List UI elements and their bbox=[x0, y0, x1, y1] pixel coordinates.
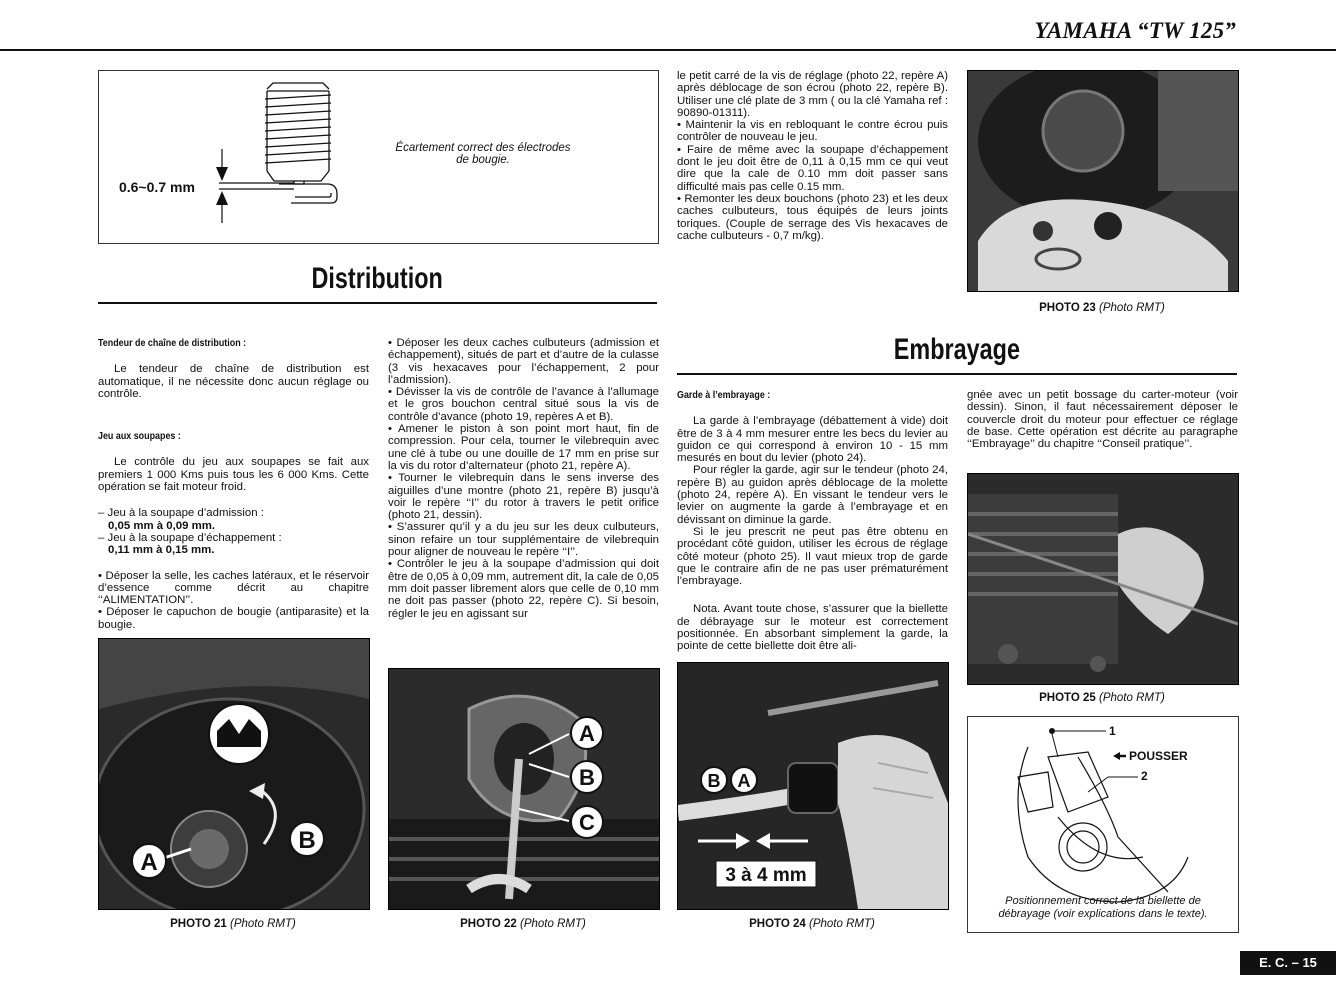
photo-21-label-a: A bbox=[140, 849, 158, 876]
clutch-label-2: 2 bbox=[1141, 769, 1148, 783]
photo-25-credit: (Photo RMT) bbox=[1099, 692, 1165, 704]
text-c2-4: • Tourner le vilebrequin dans le sens inverse des aiguilles d’une montre (photo 21, repère B) jusqu’à voir le repère ‘‘I’’ du rotor à travers le petit orifice (photo 21, dessin). bbox=[388, 472, 659, 522]
photo-21-number: PHOTO 21 bbox=[170, 918, 227, 930]
photo-22-label-c: C bbox=[579, 810, 595, 835]
text-bullet-2: • Déposer le capuchon de bougie (antiparasite) et la bougie. bbox=[98, 606, 369, 631]
clutch-caption-1: Positionnement correct de la biellette de bbox=[1005, 895, 1201, 907]
column-2 bbox=[388, 337, 659, 620]
text-c2-1: • Déposer les deux caches culbuteurs (admission et échappement), situés de part et d’autre de la culasse (3 vis hexacaves pour l’échappement, 2 pour l’admission). bbox=[388, 337, 659, 386]
text-c3-4: • Remonter les deux bouchons (photo 23) et les deux caches culbuteurs, tous équipés de leurs joints toriques. (Couple de serrage des Vis hexacaves de cache culbuteurs - 0,7 m/kg). bbox=[677, 192, 948, 242]
column-3-top bbox=[677, 70, 948, 242]
section-title-embrayage: Embrayage bbox=[893, 333, 1021, 366]
photo-21-caption bbox=[98, 918, 368, 930]
photo-21-label-b: B bbox=[298, 827, 316, 854]
section-title-distribution: Distribution bbox=[311, 262, 444, 295]
photo-22-label-a: A bbox=[579, 721, 595, 746]
photo-22-credit: (Photo RMT) bbox=[520, 918, 586, 930]
text-ech-label: – Jeu à la soupape d’échappement : bbox=[98, 531, 282, 544]
photo-22 bbox=[388, 668, 660, 910]
distribution-rule bbox=[98, 302, 657, 304]
text-jeu-1: Le contrôle du jeu aux soupapes se fait aux premiers 1 000 Kms puis tous les 6 000 Kms. Cette opération se fait moteur froid. bbox=[98, 456, 369, 494]
text-c3-2: • Maintenir la vis en rebloquant le contre écrou puis contrôler de nouveau le jeu. bbox=[677, 119, 948, 144]
spark-plug-drawing bbox=[99, 71, 658, 243]
text-adm-value: 0,05 mm à 0,09 mm. bbox=[108, 519, 216, 532]
column-3-bottom bbox=[677, 389, 948, 653]
clutch-push-label: POUSSER bbox=[1129, 749, 1188, 763]
text-adm-label: – Jeu à la soupape d’admission : bbox=[98, 507, 264, 520]
photo-25-number: PHOTO 25 bbox=[1039, 692, 1096, 704]
text-garde-1: La garde à l’embrayage (débattement à vide) doit être de 3 à 4 mm mesurer entre les becs du levier au guidon ce qui correspond à environ 10 - 15 mm mesurés en bout du levier (photo 24). bbox=[677, 415, 948, 465]
photo-22-caption bbox=[388, 918, 658, 930]
subtitle-garde: Garde à l’embrayage : bbox=[677, 389, 771, 401]
subtitle-tendeur: Tendeur de chaîne de distribution : bbox=[98, 337, 247, 349]
text-c2-6: • Contrôler le jeu à la soupape d’admission qui doit être de 0,05 à 0,09 mm, autrement dit, la cale de 0,05 mm doit passer librement alors que celle de 0,10 mm ne doit pas passer (photo 22, repère C). Si besoin, régler le jeu en agissant sur bbox=[388, 558, 660, 620]
photo-24-number: PHOTO 24 bbox=[749, 918, 806, 930]
photo-25-caption bbox=[967, 692, 1237, 704]
photo-23-number: PHOTO 23 bbox=[1039, 302, 1096, 314]
column-1 bbox=[98, 337, 369, 631]
photo-24 bbox=[677, 662, 949, 910]
photo-23-image bbox=[968, 71, 1238, 291]
subtitle-jeu: Jeu aux soupapes : bbox=[98, 430, 181, 443]
photo-24-image bbox=[678, 663, 948, 909]
clutch-label-1: 1 bbox=[1109, 724, 1116, 738]
spark-caption-1: Écartement correct des électrodes bbox=[395, 142, 571, 154]
photo-23-caption bbox=[967, 302, 1237, 314]
photo-24-credit: (Photo RMT) bbox=[809, 918, 875, 930]
photo-21-credit: (Photo RMT) bbox=[230, 918, 296, 930]
photo-23-credit: (Photo RMT) bbox=[1099, 302, 1165, 314]
text-nota: Nota. Avant toute chose, s’assurer que la biellette de débrayage sur le moteur est correctement positionnée. En absorbant simplement la garde, la pointe de cette biellette doit être ali- bbox=[677, 603, 948, 653]
embrayage-rule bbox=[677, 373, 1237, 375]
text-c4: gnée avec un petit bossage du carter-moteur (voir dessin). Sinon, il faut nécessairement déposer le couvercle droit du moteur pour effectuer ce réglage de base. Cette opération est décrite au paragraphe ‘‘Embrayage’’ du chapitre ‘‘Conseil pratique’’. bbox=[967, 389, 1238, 451]
text-c3-3: • Faire de même avec la soupape d’échappement dont le jeu doit être de 0,11 à 0,15 mm ce qui veut dire que la cale de 0.10 mm doit passer sans difficulté mais pas celle 0.15 mm. bbox=[677, 143, 948, 193]
text-ech-value: 0,11 mm à 0,15 mm. bbox=[108, 544, 215, 557]
text-garde-2: Pour régler la garde, agir sur le tendeur (photo 24, repère B) au guidon après déblocage de la molette (photo 24, repère A). En vissant le tendeur vers le levier on augmente la garde à l’embrayage et en dévissant on diminue la garde. bbox=[677, 464, 948, 526]
text-garde-3: Si le jeu prescrit ne peut pas être obtenu en procédant côté guidon, utiliser les écrous de réglage côté moteur (photo 25). Il vaut mieux trop de garde que le contraire afin de ne pas user prématurément l’embrayage. bbox=[677, 525, 948, 588]
photo-24-caption bbox=[677, 918, 947, 930]
page-number: E. C. – 15 bbox=[1240, 951, 1336, 975]
gap-measure: 0.6~0.7 mm bbox=[119, 179, 195, 195]
column-4 bbox=[967, 389, 1238, 450]
clutch-caption-2: débrayage (voir explications dans le texte). bbox=[998, 908, 1208, 920]
spark-plug-figure bbox=[98, 70, 659, 244]
clutch-figure bbox=[967, 716, 1239, 933]
photo-24-measure: 3 à 4 mm bbox=[725, 865, 807, 886]
text-c2-3: • Amener le piston à son point mort haut, fin de compression. Pour cela, tourner le vilebrequin avec une clé à tube ou une douille de 17 mm en prise sur la vis du rotor d’alternateur (photo 21, repère A). bbox=[388, 423, 659, 472]
photo-22-image bbox=[389, 669, 659, 909]
photo-21 bbox=[98, 638, 370, 910]
text-tendeur: Le tendeur de chaîne de distribution est automatique, il ne nécessite donc aucun réglage ou contrôle. bbox=[98, 363, 369, 400]
header-brand: YAMAHA “TW 125” bbox=[1034, 18, 1236, 43]
text-c2-5: • S’assurer qu’il y a du jeu sur les deux culbuteurs, sinon refaire un tour supplémentaire de vilebrequin pour aligner de nouveau le repère ‘‘I’’. bbox=[388, 521, 659, 559]
text-c3-1: le petit carré de la vis de réglage (photo 22, repère A) après déblocage de son écrou (photo 22, repère B). Utiliser une clé plate de 3 mm ( ou la clé Yamaha ref : 90890-01311). bbox=[677, 70, 948, 119]
photo-25 bbox=[967, 473, 1239, 685]
photo-22-label-b: B bbox=[579, 765, 595, 790]
text-c2-2: • Dévisser la vis de contrôle de l’avance à l’allumage et le gros bouchon central situé sous la vis de contrôle d’avance (photo 19, repères A et B). bbox=[388, 386, 659, 423]
photo-25-image bbox=[968, 474, 1238, 684]
text-bullet-1: • Déposer la selle, les caches latéraux, et le réservoir d’essence comme décrit au chapitre ‘‘ALIMENTATION’’. bbox=[98, 569, 369, 607]
photo-21-image bbox=[99, 639, 369, 909]
header-rule bbox=[0, 49, 1336, 51]
photo-23 bbox=[967, 70, 1239, 292]
photo-24-label-a: A bbox=[737, 771, 751, 791]
photo-24-label-b: B bbox=[707, 771, 721, 791]
spark-caption-2: de bougie. bbox=[456, 154, 510, 166]
photo-22-number: PHOTO 22 bbox=[460, 918, 517, 930]
